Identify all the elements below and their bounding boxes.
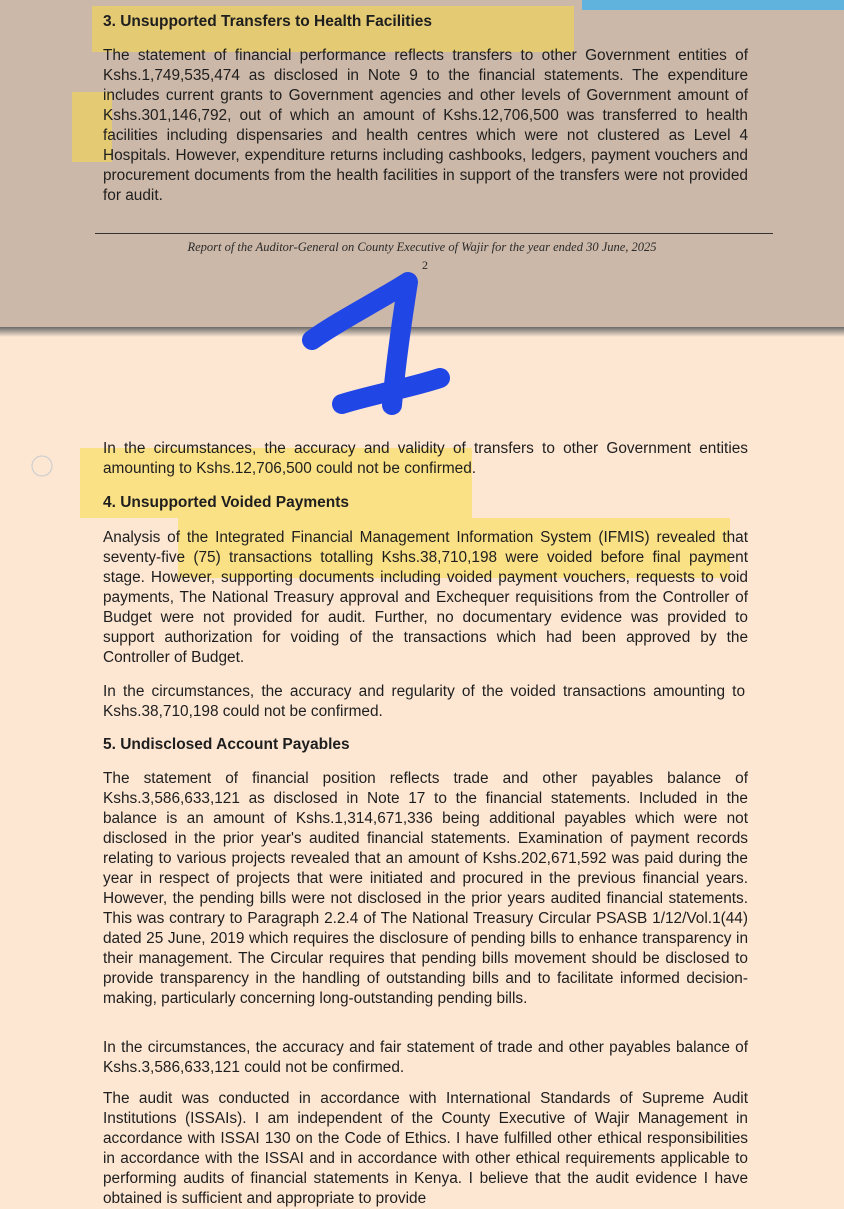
page-number: 2 bbox=[422, 258, 428, 272]
closing-paragraph: The audit was conducted in accordance with International Standards of Supreme Audit Institutions (ISSAIs). I am independent of the County Executive of Wajir Management in accordance with ISSAI 130 on the Code of Ethics. I have fulfilled other ethical responsibilities in accordance with the ISSAI and in accordance with other ethical requirements applicable to performing audits of financial statements in Kenya. I believe that the audit evidence I have obtained is sufficient and appropriate to provide bbox=[103, 1090, 748, 1207]
section-3-heading: 3. Unsupported Transfers to Health Facilities bbox=[103, 13, 433, 30]
section-5-conclusion: In the circumstances, the accuracy and fair statement of trade and other payables balance of Kshs.3,586,633,121 could not be confirmed. bbox=[103, 1039, 748, 1076]
section-4-conclusion: In the circumstances, the accuracy and regularity of the voided transactions amounting to Kshs.38,710,198 could not be confirmed. bbox=[103, 683, 745, 720]
section-5-heading: 5. Undisclosed Account Payables bbox=[103, 736, 350, 753]
upper-page-photo bbox=[0, 0, 844, 327]
section-5-body: The statement of financial position reflects trade and other payables balance of Kshs.3,586,633,121 as disclosed in Note 17 to the financial statements. Included in the balance is an amount of Kshs.1,314,671,336 being additional payables which were not disclosed in the prior year's audited financial statements. Examination of payment records relating to various projects revealed that an amount of Kshs.202,671,592 was paid during the year in respect of projects that were initiated and procured in the previous financial years. However, the pending bills were not disclosed in the prior years audited financial statements. This was contrary to Paragraph 2.2.4 of The National Treasury Circular PSASB 1/12/Vol.1(44) dated 25 June, 2019 which requires the disclosure of pending bills to enhance transparency in their management. The Circular requires that pending bills movement should be disclosed to provide transparency in the handling of outstanding bills and to facilitate informed decision-making, particularly concerning long-outstanding pending bills. bbox=[103, 770, 748, 1007]
report-footer: Report of the Auditor-General on County Executive of Wajir for the year ended 30 June, 2025 bbox=[187, 240, 657, 254]
page-seam bbox=[0, 327, 844, 337]
footer-divider bbox=[95, 233, 773, 234]
scan-artifact bbox=[32, 456, 52, 476]
section-4-body: Analysis of the Integrated Financial Management Information System (IFMIS) revealed that seventy-five (75) transactions totalling Kshs.38,710,198 were voided before final payment stage. However, supporting documents including voided payment vouchers, requests to void payments, The National Treasury approval and Exchequer requisitions from the Controller of Budget were not provided for audit. Further, no documentary evidence was provided to support authorization for voiding of the transactions which had been approved by the Controller of Budget. bbox=[103, 529, 748, 666]
section-4-heading: 4. Unsupported Voided Payments bbox=[103, 494, 350, 511]
section-3-conclusion: In the circumstances, the accuracy and validity of transfers to other Government entities amounting to Kshs.12,706,500 could not be confirmed. bbox=[103, 440, 748, 477]
section-3-body: The statement of financial performance reflects transfers to other Government entities of Kshs.1,749,535,474 as disclosed in Note 9 to the financial statements. The expenditure includes current grants to Government agencies and other levels of Government amount of Kshs.301,146,792, out of which an amount of Kshs.12,706,500 was transferred to health facilities including dispensaries and health centres which were not clustered as Level 4 Hospitals. However, expenditure returns including cashbooks, ledgers, payment vouchers and procurement documents from the health facilities in support of the transfers were not provided for audit. bbox=[103, 47, 748, 204]
photo-edge bbox=[582, 0, 844, 10]
